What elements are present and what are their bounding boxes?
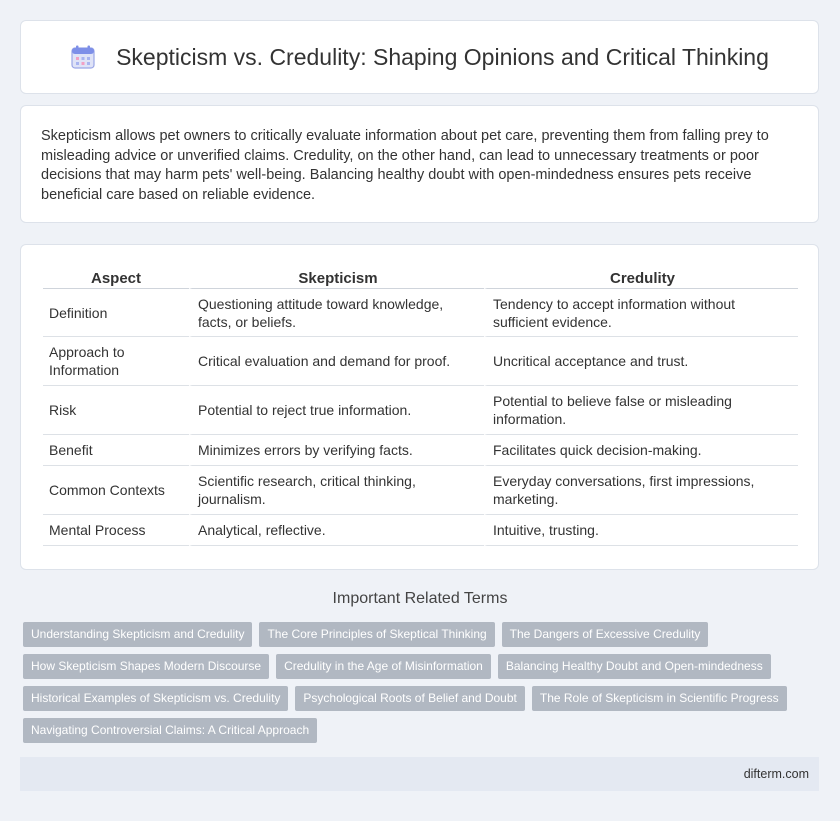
- cell-credulity: Everyday conversations, first impressions, marketing.: [484, 466, 798, 515]
- header-credulity: Credulity: [484, 268, 798, 289]
- footer: [20, 757, 819, 791]
- related-term-tag[interactable]: Understanding Skepticism and Credulity: [23, 622, 252, 647]
- table-row: [43, 515, 798, 546]
- cell-credulity: Facilitates quick decision-making.: [484, 435, 798, 466]
- cell-skepticism: Questioning attitude toward knowledge, facts, or beliefs.: [189, 289, 484, 337]
- cell-aspect: Risk: [43, 386, 189, 435]
- related-term-tag[interactable]: How Skepticism Shapes Modern Discourse: [23, 654, 269, 679]
- cell-skepticism: Minimizes errors by verifying facts.: [189, 435, 484, 466]
- related-term-tag[interactable]: Credulity in the Age of Misinformation: [276, 654, 491, 679]
- tag-row: [23, 686, 818, 711]
- related-term-tag[interactable]: The Role of Skepticism in Scientific Progress: [532, 686, 787, 711]
- cell-aspect: Mental Process: [43, 515, 189, 546]
- cell-skepticism: Potential to reject true information.: [189, 386, 484, 435]
- related-term-tag[interactable]: Psychological Roots of Belief and Doubt: [295, 686, 524, 711]
- table-row: [43, 466, 798, 515]
- table-row: [43, 386, 798, 435]
- intro-card: [20, 105, 819, 223]
- table-row: [43, 435, 798, 466]
- cell-credulity: Uncritical acceptance and trust.: [484, 337, 798, 386]
- cell-skepticism: Critical evaluation and demand for proof.: [189, 337, 484, 386]
- footer-site-link[interactable]: difterm.com: [743, 767, 809, 781]
- cell-credulity: Tendency to accept information without sufficient evidence.: [484, 289, 798, 337]
- header-card: [20, 20, 819, 94]
- header-aspect: Aspect: [43, 268, 189, 289]
- comparison-table-card: [20, 244, 819, 570]
- related-term-tag[interactable]: Navigating Controversial Claims: A Critical Approach: [23, 718, 317, 743]
- related-terms-list: [23, 622, 818, 750]
- cell-skepticism: Scientific research, critical thinking, journalism.: [189, 466, 484, 515]
- cell-aspect: Definition: [43, 289, 189, 337]
- related-term-tag[interactable]: The Core Principles of Skeptical Thinking: [259, 622, 494, 647]
- related-term-tag[interactable]: Balancing Healthy Doubt and Open-mindedness: [498, 654, 771, 679]
- tag-row: [23, 718, 818, 743]
- cell-credulity: Intuitive, trusting.: [484, 515, 798, 546]
- cell-aspect: Benefit: [43, 435, 189, 466]
- related-term-tag[interactable]: Historical Examples of Skepticism vs. Credulity: [23, 686, 288, 711]
- tag-row: [23, 622, 818, 647]
- page-title: Skepticism vs. Credulity: Shaping Opinions and Critical Thinking: [116, 43, 769, 70]
- tag-row: [23, 654, 818, 679]
- cell-aspect: Common Contexts: [43, 466, 189, 515]
- related-term-tag[interactable]: The Dangers of Excessive Credulity: [502, 622, 709, 647]
- table-header-row: [43, 268, 798, 289]
- comparison-table: [43, 268, 798, 546]
- cell-credulity: Potential to believe false or misleading information.: [484, 386, 798, 435]
- cell-aspect: Approach to Information: [43, 337, 189, 386]
- related-terms-title: Important Related Terms: [332, 590, 508, 607]
- table-row: [43, 289, 798, 337]
- table-row: [43, 337, 798, 386]
- cell-skepticism: Analytical, reflective.: [189, 515, 484, 546]
- calendar-icon: [70, 44, 96, 70]
- intro-paragraph: Skepticism allows pet owners to critically evaluate information about pet care, preventing them from falling prey to misleading advice or unverified claims. Credulity, on the other hand, can lead to unnecessary treatments or poor decisions that may harm pets' well-being. Balancing healthy doubt with open-mindedness ensures pets receive beneficial care based on reliable evidence.: [41, 128, 769, 203]
- header-skepticism: Skepticism: [189, 268, 484, 289]
